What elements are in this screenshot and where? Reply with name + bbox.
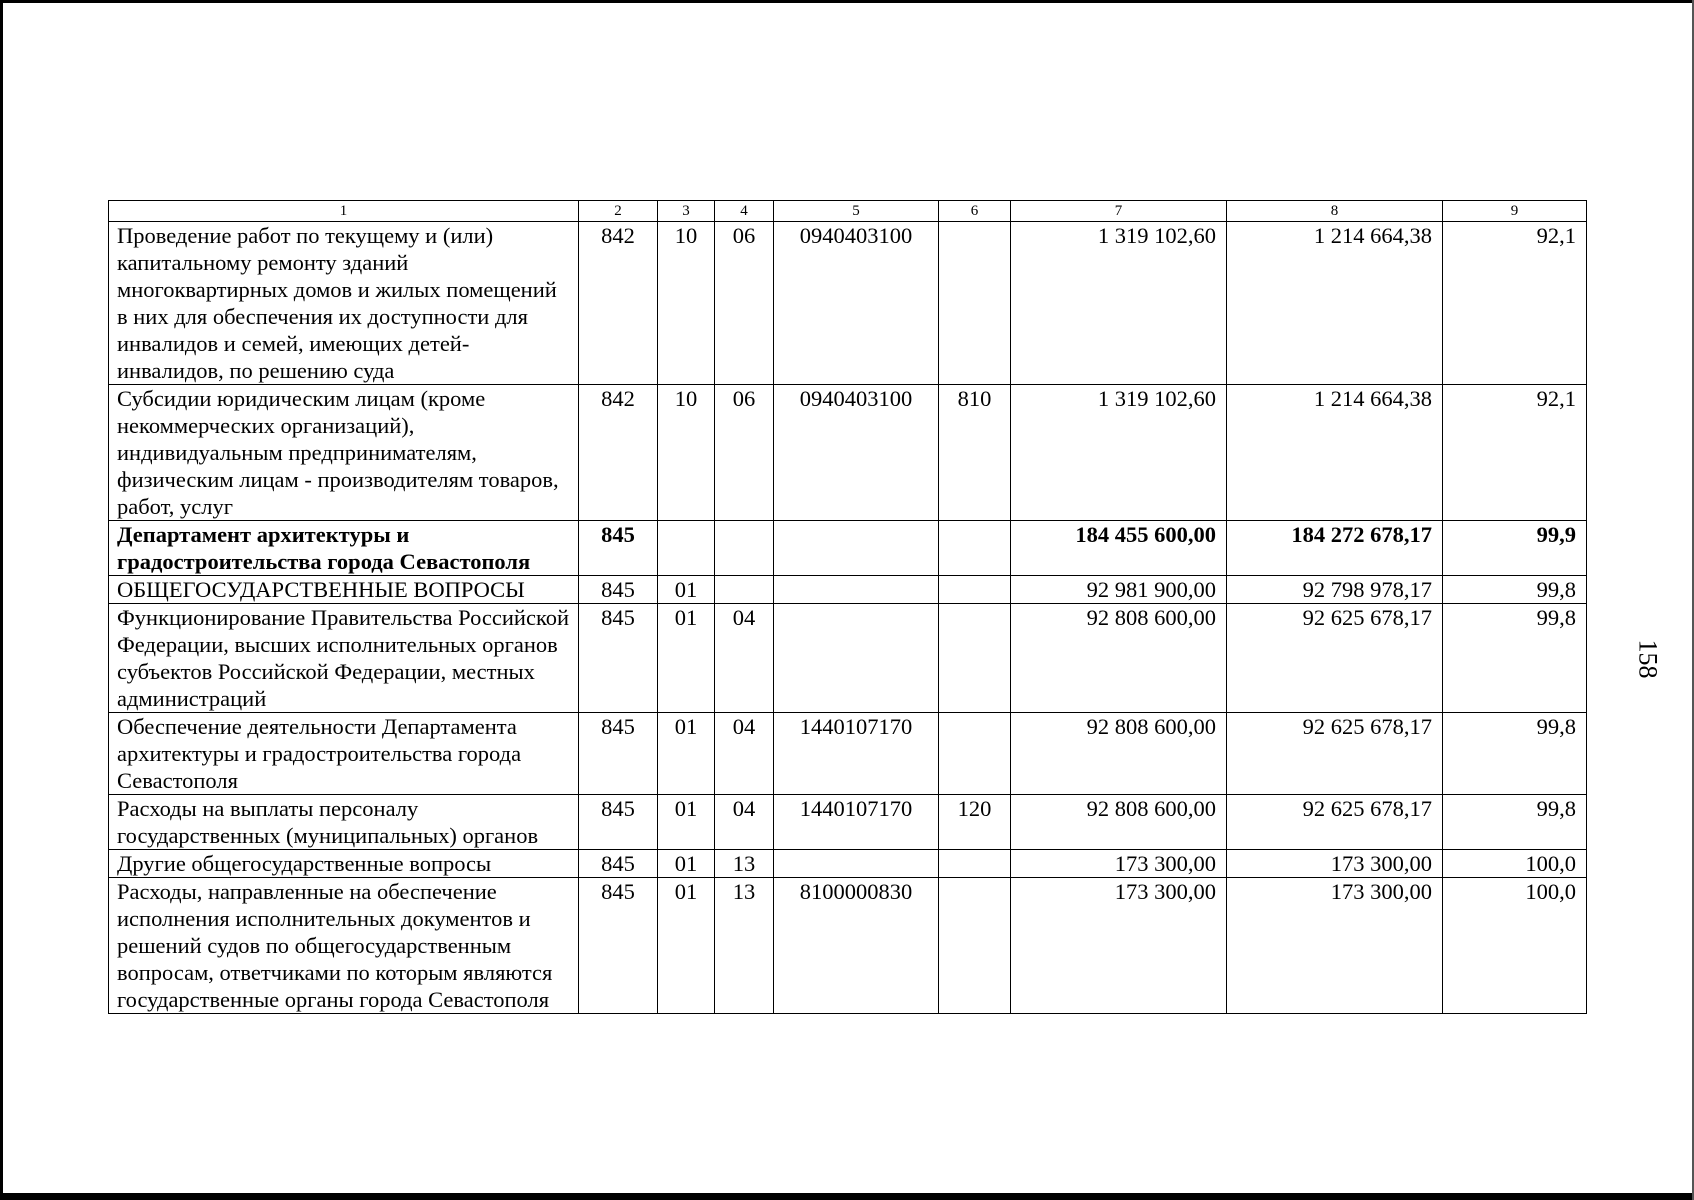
section-code: 01	[658, 713, 715, 795]
column-number: 9	[1443, 201, 1587, 222]
table-row	[109, 576, 1587, 604]
section-code: 01	[658, 576, 715, 604]
executed-amount: 92 798 978,17	[1227, 576, 1443, 604]
expense-type-code	[939, 222, 1011, 385]
expense-name: Обеспечение деятельности Департамента архитектуры и градостроительства города Севастополя	[109, 713, 579, 795]
expense-name: Расходы на выплаты персоналу государственных (муниципальных) органов	[109, 795, 579, 850]
table-row	[109, 385, 1587, 521]
section-code: 10	[658, 385, 715, 521]
section-code: 01	[658, 850, 715, 878]
column-number: 7	[1011, 201, 1227, 222]
execution-percent: 92,1	[1443, 385, 1587, 521]
department-code: 845	[579, 604, 658, 713]
subsection-code: 04	[715, 795, 774, 850]
expense-name: Проведение работ по текущему и (или) капитальному ремонту зданий многоквартирных домов и жилых помещений в них для обеспечения их доступности для инвалидов и семей, имеющих детей-инвалидов, по решению суда	[109, 222, 579, 385]
executed-amount: 173 300,00	[1227, 850, 1443, 878]
expense-type-code: 120	[939, 795, 1011, 850]
executed-amount: 92 625 678,17	[1227, 604, 1443, 713]
department-code: 845	[579, 795, 658, 850]
column-number-row	[109, 201, 1587, 222]
expense-name: Функционирование Правительства Российской Федерации, высших исполнительных органов субъектов Российской Федерации, местных администраций	[109, 604, 579, 713]
department-code: 845	[579, 576, 658, 604]
target-article-code: 1440107170	[774, 713, 939, 795]
execution-percent: 99,9	[1443, 521, 1587, 576]
expense-type-code	[939, 521, 1011, 576]
expense-type-code	[939, 850, 1011, 878]
expense-name: Другие общегосударственные вопросы	[109, 850, 579, 878]
expense-name: Расходы, направленные на обеспечение исполнения исполнительных документов и решений судов по общегосударственным вопросам, ответчиками по которым являются государственные органы города Севастополя	[109, 878, 579, 1014]
expense-name: Субсидии юридическим лицам (кроме некоммерческих организаций), индивидуальным предпринимателям, физическим лицам - производителям товаров, работ, услуг	[109, 385, 579, 521]
table-row	[109, 850, 1587, 878]
subsection-code	[715, 576, 774, 604]
scan-border-bottom	[0, 1193, 1694, 1200]
executed-amount: 184 272 678,17	[1227, 521, 1443, 576]
column-number: 8	[1227, 201, 1443, 222]
execution-percent: 99,8	[1443, 576, 1587, 604]
section-code: 10	[658, 222, 715, 385]
expense-type-code	[939, 878, 1011, 1014]
page-number: 158	[1633, 639, 1663, 679]
table-row	[109, 604, 1587, 713]
planned-amount: 1 319 102,60	[1011, 385, 1227, 521]
expense-type-code	[939, 604, 1011, 713]
section-code: 01	[658, 604, 715, 713]
execution-percent: 99,8	[1443, 795, 1587, 850]
column-number: 2	[579, 201, 658, 222]
expense-name: Департамент архитектуры и градостроительства города Севастополя	[109, 521, 579, 576]
department-code: 845	[579, 521, 658, 576]
section-code: 01	[658, 878, 715, 1014]
column-number: 5	[774, 201, 939, 222]
planned-amount: 1 319 102,60	[1011, 222, 1227, 385]
department-code: 845	[579, 878, 658, 1014]
executed-amount: 1 214 664,38	[1227, 222, 1443, 385]
target-article-code: 0940403100	[774, 385, 939, 521]
execution-percent: 100,0	[1443, 878, 1587, 1014]
budget-table	[108, 200, 1587, 1014]
executed-amount: 92 625 678,17	[1227, 795, 1443, 850]
column-number: 3	[658, 201, 715, 222]
execution-percent: 92,1	[1443, 222, 1587, 385]
target-article-code	[774, 521, 939, 576]
expense-type-code: 810	[939, 385, 1011, 521]
expense-type-code	[939, 576, 1011, 604]
planned-amount: 92 808 600,00	[1011, 713, 1227, 795]
expense-type-code	[939, 713, 1011, 795]
executed-amount: 1 214 664,38	[1227, 385, 1443, 521]
department-code: 842	[579, 385, 658, 521]
execution-percent: 99,8	[1443, 604, 1587, 713]
execution-percent: 99,8	[1443, 713, 1587, 795]
executed-amount: 92 625 678,17	[1227, 713, 1443, 795]
expense-name: ОБЩЕГОСУДАРСТВЕННЫЕ ВОПРОСЫ	[109, 576, 579, 604]
scan-border-top	[0, 0, 1694, 3]
planned-amount: 173 300,00	[1011, 878, 1227, 1014]
target-article-code: 1440107170	[774, 795, 939, 850]
department-code: 842	[579, 222, 658, 385]
table-row	[109, 795, 1587, 850]
planned-amount: 184 455 600,00	[1011, 521, 1227, 576]
subsection-code: 04	[715, 713, 774, 795]
subsection-code: 06	[715, 222, 774, 385]
table-row	[109, 878, 1587, 1014]
scan-border-left	[0, 0, 3, 1200]
department-code: 845	[579, 713, 658, 795]
execution-percent: 100,0	[1443, 850, 1587, 878]
subsection-code: 06	[715, 385, 774, 521]
target-article-code	[774, 576, 939, 604]
subsection-code: 04	[715, 604, 774, 713]
subsection-code	[715, 521, 774, 576]
table-row	[109, 713, 1587, 795]
subsection-code: 13	[715, 850, 774, 878]
planned-amount: 173 300,00	[1011, 850, 1227, 878]
section-code: 01	[658, 795, 715, 850]
target-article-code: 0940403100	[774, 222, 939, 385]
table-body	[109, 201, 1587, 1014]
target-article-code: 8100000830	[774, 878, 939, 1014]
executed-amount: 173 300,00	[1227, 878, 1443, 1014]
target-article-code	[774, 604, 939, 713]
column-number: 6	[939, 201, 1011, 222]
planned-amount: 92 808 600,00	[1011, 604, 1227, 713]
target-article-code	[774, 850, 939, 878]
planned-amount: 92 808 600,00	[1011, 795, 1227, 850]
planned-amount: 92 981 900,00	[1011, 576, 1227, 604]
column-number: 1	[109, 201, 579, 222]
department-code: 845	[579, 850, 658, 878]
table-row	[109, 222, 1587, 385]
section-code	[658, 521, 715, 576]
subsection-code: 13	[715, 878, 774, 1014]
column-number: 4	[715, 201, 774, 222]
table-row	[109, 521, 1587, 576]
